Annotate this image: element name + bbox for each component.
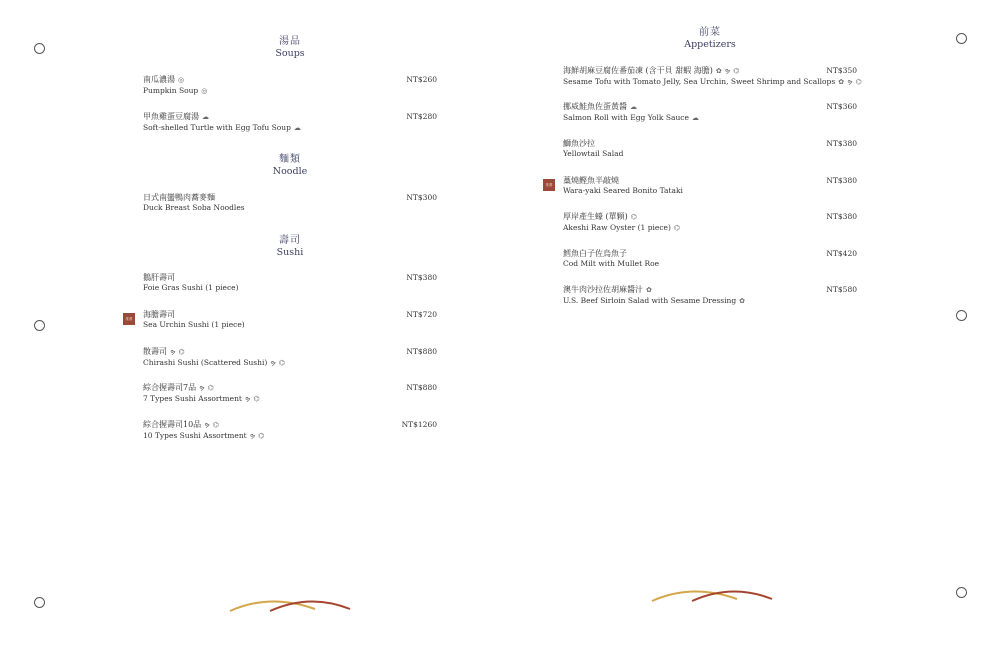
shellfish-icon	[674, 223, 680, 233]
section-title-appetizers	[660, 26, 760, 51]
dairy-icon	[202, 112, 209, 123]
item-name-en: 10 Types Sushi Assortment	[143, 430, 247, 440]
section-title-en: Appetizers	[684, 39, 736, 50]
binder-hole	[956, 33, 967, 44]
shellfish-icon	[179, 347, 185, 358]
shellfish-icon	[631, 212, 637, 223]
item-name-zh: 海鮮胡麻豆腐佐番茄凍 (含干貝 甜蝦 海膽)	[563, 66, 713, 75]
item-name-zh: 甲魚雞蛋豆腐湯	[143, 112, 199, 121]
shellfish-icon	[213, 420, 219, 431]
shrimp-icon	[199, 383, 205, 394]
section-title-en: Sushi	[276, 247, 304, 258]
shrimp-icon	[204, 420, 210, 431]
item-name-zh: 海膽壽司	[143, 310, 175, 319]
item-price: NT$350	[826, 66, 857, 75]
item-name-zh: 綜合握壽司7品	[143, 383, 197, 392]
item-name-en: Salmon Roll with Egg Yolk Sauce	[563, 112, 689, 122]
item-name-en: Cod Milt with Mullet Roe	[563, 259, 660, 268]
shrimp-icon	[270, 358, 276, 368]
binder-hole	[956, 310, 967, 321]
item-name-zh: 厚岸產生蠔 (單顆)	[563, 212, 628, 221]
shellfish-icon	[258, 431, 264, 441]
item-price: NT$380	[406, 273, 437, 282]
shrimp-icon	[170, 347, 176, 358]
binder-hole	[34, 597, 45, 608]
item-name-en: Soft-shelled Turtle with Egg Tofu Soup	[143, 122, 291, 132]
item-name-en: Sea Urchin Sushi (1 piece)	[143, 320, 245, 329]
decorative-swoosh	[225, 595, 355, 615]
binder-hole	[34, 43, 45, 54]
section-title-zh: 湯品	[279, 36, 301, 47]
item-price: NT$880	[406, 383, 437, 392]
shellfish-icon	[279, 358, 285, 368]
item-price: NT$580	[826, 285, 857, 294]
item-name-en: Sesame Tofu with Tomato Jelly, Sea Urchin, Sweet Shrimp and Scallops	[563, 76, 836, 86]
item-price: NT$420	[826, 249, 857, 258]
section-title-en: Soups	[275, 48, 305, 59]
shellfish-icon	[208, 383, 214, 394]
section-title-soups	[240, 35, 340, 60]
item-name-en: Duck Breast Soba Noodles	[143, 203, 245, 212]
shrimp-icon	[847, 77, 853, 87]
recommended-badge: 推薦	[123, 313, 135, 325]
item-name-en: Wara-yaki Seared Bonito Tataki	[563, 186, 683, 195]
shellfish-icon	[733, 66, 739, 77]
item-price: NT$380	[826, 139, 857, 148]
shrimp-icon	[250, 431, 256, 441]
item-name-zh: 鰤魚沙拉	[563, 139, 595, 148]
item-name-en: Yellowtail Salad	[563, 149, 624, 158]
item-price: NT$1260	[401, 420, 437, 429]
shellfish-icon	[856, 77, 862, 87]
item-price: NT$380	[826, 212, 857, 221]
dairy-icon	[692, 113, 699, 123]
item-name-en: Foie Gras Sushi (1 piece)	[143, 283, 239, 292]
vegetable-icon	[838, 77, 844, 87]
item-price: NT$280	[406, 112, 437, 121]
section-title-sushi	[240, 234, 340, 259]
vegetable-icon	[716, 66, 722, 77]
item-name-zh: 挪威鮭魚佐蛋黃醬	[563, 102, 627, 111]
item-price: NT$300	[406, 193, 437, 202]
item-price: NT$380	[826, 176, 857, 185]
vegetable-icon	[739, 296, 745, 306]
shrimp-icon	[245, 394, 251, 404]
binder-hole	[956, 587, 967, 598]
item-price: NT$260	[406, 75, 437, 84]
section-title-zh: 麵類	[279, 154, 301, 165]
item-name-zh: 藁燒鰹魚半敲燒	[563, 176, 619, 185]
item-name-en: Chirashi Sushi (Scattered Sushi)	[143, 357, 268, 367]
shrimp-icon	[725, 66, 731, 77]
item-name-zh: 散壽司	[143, 347, 167, 356]
section-title-zh: 壽司	[279, 235, 301, 246]
item-price: NT$880	[406, 347, 437, 356]
item-name-en: Pumpkin Soup	[143, 85, 199, 95]
item-name-zh: 綜合握壽司10品	[143, 420, 202, 429]
item-name-zh: 鵝肝壽司	[143, 273, 175, 282]
section-title-noodle	[240, 153, 340, 178]
item-name-zh: 澳牛肉沙拉佐胡麻醬汁	[563, 285, 643, 294]
right-menu-page	[500, 0, 1000, 650]
item-name-en: U.S. Beef Sirloin Salad with Sesame Dressing	[563, 295, 737, 305]
shellfish-icon	[253, 394, 259, 404]
item-name-en: Akeshi Raw Oyster (1 piece)	[563, 222, 671, 232]
item-price: NT$720	[406, 310, 437, 319]
section-title-en: Noodle	[272, 166, 308, 177]
spicy-icon	[178, 75, 184, 86]
dairy-icon	[630, 102, 637, 113]
item-name-zh: 鱈魚白子佐烏魚子	[563, 249, 627, 258]
dairy-icon	[294, 123, 301, 133]
item-price: NT$360	[826, 102, 857, 111]
item-name-en: 7 Types Sushi Assortment	[143, 393, 242, 403]
spicy-icon	[201, 86, 207, 96]
section-title-zh: 前菜	[699, 27, 721, 38]
item-name-zh: 日式南蠻鴨肉蕎麥麵	[143, 193, 215, 202]
item-name-zh: 南瓜濃湯	[143, 75, 175, 84]
decorative-swoosh	[647, 585, 777, 605]
vegetable-icon	[646, 285, 652, 296]
recommended-badge: 推薦	[543, 179, 555, 191]
binder-hole	[34, 320, 45, 331]
